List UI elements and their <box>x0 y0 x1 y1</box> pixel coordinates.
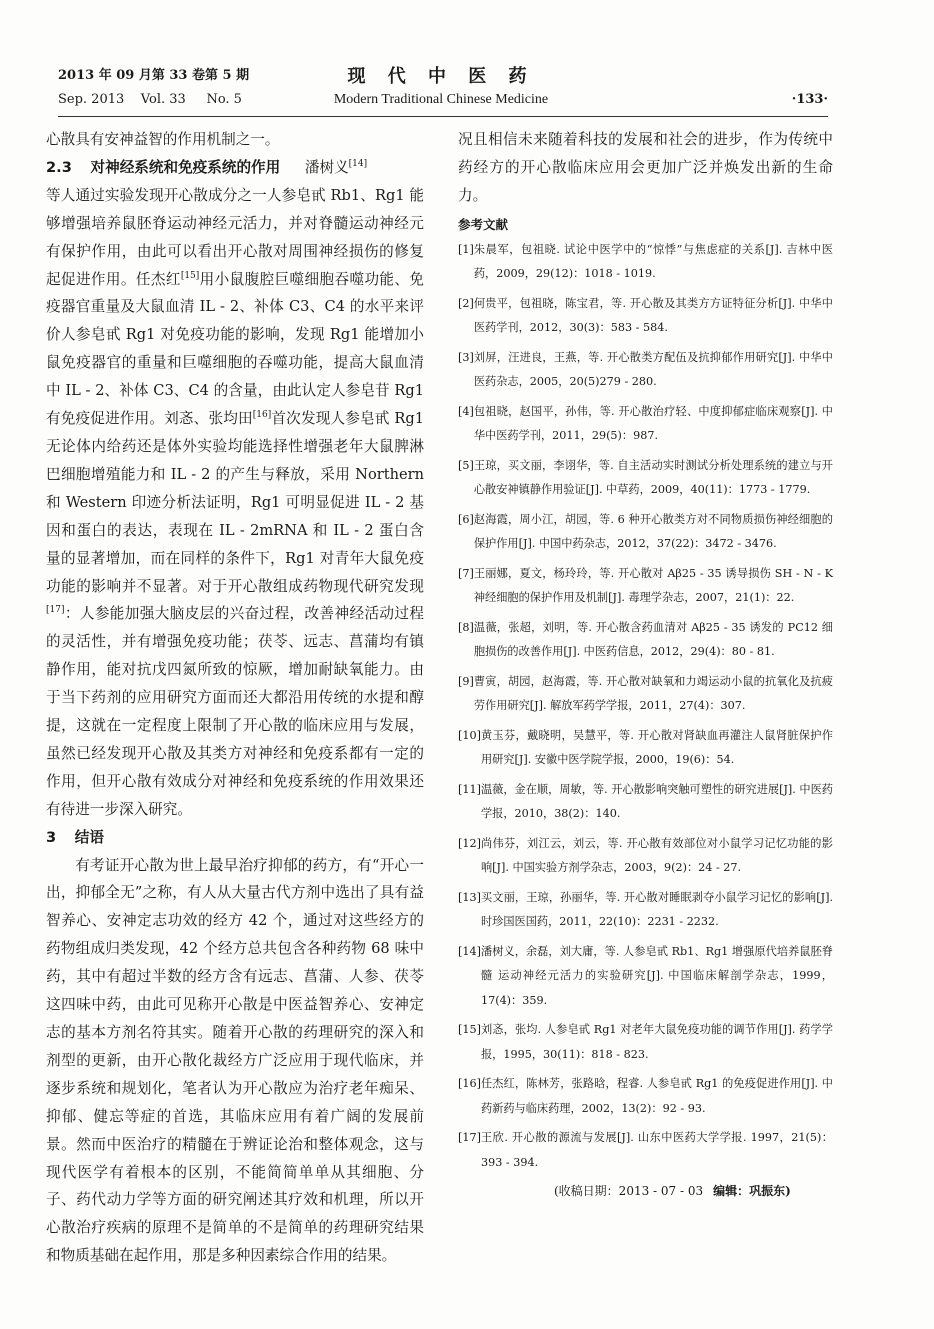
journal-title-cn: 现 代 中 医 药 <box>347 66 535 87</box>
reference-text: 刘屏，汪进良，王燕，等. 开心散类方配伍及抗抑郁作用研究[J]. 中华中医药杂志，2005，20(5)279 - 280. <box>473 350 833 389</box>
section-title: 结语 <box>74 828 104 846</box>
paragraph: 有考证开心散为世上最早治疗抑郁的药方，有“开心一出，抑郁全无”之称，有人从大量古代方剂中选出了具有益智养心、安神定志功效的经方 42 个，通过对这些经方的药物组成归类发现，42 个经方总共包含各种药物 68 味中药，其中有超过半数的经方含有远志、菖蒲、人参、茯苓这四味中药，由此可见称开心散是中医益智养心、安神定志的基本方剂名符其实。随着开心散的药理研究的深入和剂型的更新，由开心散化裁经方广泛应用于现代临床，并逐步系统和规划化，笔者认为开心散应为治疗老年痴呆、抑郁、健忘等症的首选，其临床应用有着广阔的发展前景。然而中医治疗的精髓在于辨证论治和整体观念，这与现代医学有着根本的区别，不能简简单单从其细胞、分子、药代动力学等方面的研究阐述其疗效和机理，所以开心散治疗疾病的原理不是简单的不是简单的药理研究结果和物质基础在起作用，那是多种因素综合作用的结果。 <box>46 856 424 1265</box>
reference-number: [6] <box>458 512 474 526</box>
reference-text: 王琼，买文丽，李诩华，等. 自主活动实时测试分析处理系统的建立与开心散安神镇静作用验证[J]. 中草药，2009，40(11)：1773 - 1779. <box>473 458 833 497</box>
editor: 编辑：巩振东) <box>713 1184 791 1199</box>
citation: [15] <box>180 270 200 281</box>
reference-text: 王欣. 开心散的源流与发展[J]. 山东中医药大学学报. 1997，21(5)：393 - 394. <box>480 1131 833 1169</box>
reference-item <box>458 238 833 287</box>
received-date: (收稿日期：2013 - 07 - 03 <box>554 1184 704 1199</box>
section-heading <box>46 824 424 852</box>
right-column <box>458 126 833 1202</box>
page-number: ·133· <box>791 92 828 107</box>
reference-text: 包祖晓，赵国平，孙伟，等. 开心散治疗轻、中度抑郁症临床观察[J]. 中华中医药学刊，2011，29(5)：987. <box>473 404 833 443</box>
citation: [14] <box>348 159 368 170</box>
reference-number: [9] <box>458 674 474 688</box>
reference-text: 曹寅，胡园，赵海霞，等. 开心散对缺氧和力竭运动小鼠的抗氧化及抗疲劳作用研究[J]. 解放军药学学报，2011，27(4)：307. <box>473 674 833 713</box>
received-note <box>458 1180 833 1202</box>
header-rule <box>58 116 828 117</box>
reference-item <box>458 1126 833 1175</box>
reference-item <box>458 616 833 665</box>
section-number: 3 <box>46 828 57 846</box>
reference-text: 赵海霞，周小江，胡园，等. 6 种开心散类方对不同物质损伤神经细胞的保护作用[J]. 中国中药杂志，2012，37(22)：3472 - 3476. <box>473 512 833 551</box>
section-number: 2.3 <box>46 158 72 176</box>
reference-item <box>458 562 833 611</box>
reference-list <box>458 238 833 1176</box>
page-header <box>58 64 828 122</box>
section-title: 对神经系统和免疫系统的作用 <box>90 158 281 176</box>
text-run: 等人通过实验发现开心散成分之一人参皂甙 Rb1、Rg1 能够增强培养鼠胚脊运动神经元活力，并对脊髓运动神经元有保护作用，由此可以看出开心散对周围神经损伤的修复起促进作用。任杰红 <box>46 186 424 288</box>
reference-number: [11] <box>458 782 481 796</box>
text-run: ：人参能加强大脑皮层的兴奋过程，改善神经活动过程的灵活性，并有增强免疫功能；茯苓、远志、菖蒲均有镇静作用，能对抗戊四氮所致的惊厥，增加耐缺氧能力。由于当下药剂的应用研究方面而还大都沿用传统的水提和醇提，这就在一定程度上限制了开心散的临床应用与发展，虽然已经发现开心散及其类方对神经和免疫系都有一定的作用，但开心散有效成分对神经和免疫系统的作用效果还有待进一步深入研究。 <box>46 605 424 818</box>
reference-item <box>458 1018 833 1067</box>
reference-number: [15] <box>458 1023 481 1037</box>
reference-text: 温薇，张超，刘明，等. 开心散含药血清对 Aβ25 - 35 诱发的 PC12 细胞损伤的改善作用[J]. 中医药信息，2012，29(4)：80 - 81. <box>473 620 833 659</box>
reference-number: [1] <box>458 242 474 256</box>
reference-number: [17] <box>458 1131 481 1145</box>
references-heading: 参考文献 <box>458 216 509 232</box>
reference-text: 温薇，金在顺，周敏，等. 开心散影响突触可塑性的研究进展[J]. 中医药学报，2010，38(2)：140. <box>480 782 833 821</box>
reference-number: [10] <box>458 728 481 742</box>
reference-number: [8] <box>458 620 474 634</box>
reference-text: 刘忞，张均. 人参皂甙 Rg1 对老年大鼠免疫功能的调节作用[J]. 药学学报，1995，30(11)：818 - 823. <box>480 1023 833 1061</box>
reference-number: [13] <box>458 890 481 904</box>
reference-text: 任杰红，陈林芳，张路晗，程睿. 人参皂甙 Rg1 的免疫促进作用[J]. 中药新药与临床药理，2002，13(2)：92 - 93. <box>480 1077 833 1115</box>
reference-item <box>458 886 833 935</box>
paragraph: 心散具有安神益智的作用机制之一。 <box>46 131 280 148</box>
reference-number: [12] <box>458 836 481 850</box>
reference-item <box>458 400 833 449</box>
reference-text: 买文丽，王琼，孙丽华，等. 开心散对睡眠剥夺小鼠学习记忆的影响[J]. 时珍国医国药，2011，22(10)：2231 - 2232. <box>480 890 833 929</box>
reference-item <box>458 454 833 503</box>
reference-text: 潘树义，余磊，刘大庸，等. 人参皂甙 Rb1、Rg1 增强原代培养鼠胚脊髓 运动神经元活力的实验研究[J]. 中国临床解剖学杂志，1999，17(4)：359. <box>480 944 833 1007</box>
reference-number: [16] <box>458 1077 481 1091</box>
journal-title-en: Modern Traditional Chinese Medicine <box>333 92 549 107</box>
reference-text: 王丽娜，夏文，杨玲玲，等. 开心散对 Aβ25 - 35 诱导损伤 SH - N - K 神经细胞的保护作用及机制[J]. 毒理学杂志，2007，21(1)：22. <box>473 566 833 605</box>
issue-cn: 2013 年 09 月第 33 卷第 5 期 <box>58 68 250 83</box>
lead-author: 潘树义 <box>304 158 349 176</box>
reference-item <box>458 724 833 773</box>
reference-text: 尚伟芬，刘江云，刘云，等. 开心散有效部位对小鼠学习记忆功能的影响[J]. 中国实验方剂学杂志，2003，9(2)：24 - 27. <box>480 836 833 875</box>
text-run: 首次发现人参皂甙 Rg1 无论体内给药还是体外实验均能选择性增强老年大鼠脾淋巴细胞增殖能力和 IL - 2 的产生与释放，采用 Northern 和 Western 印迹分析法证明，Rg1 可明显促进 IL - 2 基因和蛋白的表达，表现在 IL - 2mRNA 和 IL - 2 蛋白含量的显著增加，而在同样的条件下，Rg1 对青年大鼠免疫功能的影响并不显著。对于开心散组成药物现代研究发现 <box>46 410 424 595</box>
section-heading <box>46 154 424 182</box>
reference-text: 黄玉芬，戴晓明，吴慧平，等. 开心散对肾缺血再灌注人鼠肾脏保护作用研究[J]. 安徽中医学院学报，2000，19(6)：54. <box>480 728 833 767</box>
reference-number: [3] <box>458 350 474 364</box>
reference-text: 何贵平，包祖晓，陈宝君，等. 开心散及其类方方证特征分析[J]. 中华中医药学刊，2012，30(3)：583 - 584. <box>473 296 833 335</box>
reference-item <box>458 346 833 395</box>
reference-number: [14] <box>458 944 481 958</box>
reference-item <box>458 778 833 827</box>
text-run: 用小鼠腹腔巨噬细胞吞噬功能、免疫器官重量及大鼠血清 IL - 2、补体 C3、C4 的水平来评价人参皂甙 Rg1 对免疫功能的影响，发现 Rg1 能增加小鼠免疫器官的重量和巨噬细胞的吞噬功能，提高大鼠血清中 IL - 2、补体 C3、C4 的含量，由此认定人参皂苷 Rg1 有免疫促进作用。刘忞、张均田 <box>46 270 424 428</box>
reference-item <box>458 940 833 1014</box>
reference-item <box>458 508 833 557</box>
citation: [16] <box>252 410 272 421</box>
left-column <box>46 126 424 1270</box>
reference-number: [7] <box>458 566 474 580</box>
reference-item <box>458 292 833 341</box>
reference-number: [2] <box>458 296 474 310</box>
reference-number: [4] <box>458 404 474 418</box>
paragraph <box>46 182 424 824</box>
reference-item <box>458 1072 833 1121</box>
paragraph: 况且相信未来随着科技的发展和社会的进步，作为传统中药经方的开心散临床应用会更加广泛并焕发出新的生命力。 <box>458 131 833 204</box>
reference-number: [5] <box>458 458 474 472</box>
reference-item <box>458 670 833 719</box>
reference-item <box>458 832 833 881</box>
issue-en: Sep. 2013 Vol. 33 No. 5 <box>58 92 242 107</box>
reference-text: 朱晨军，包祖晓. 试论中医学中的“惊悸”与焦虑症的关系[J]. 吉林中医药，2009，29(12)：1018 - 1019. <box>473 242 833 281</box>
citation: [17] <box>46 605 65 616</box>
